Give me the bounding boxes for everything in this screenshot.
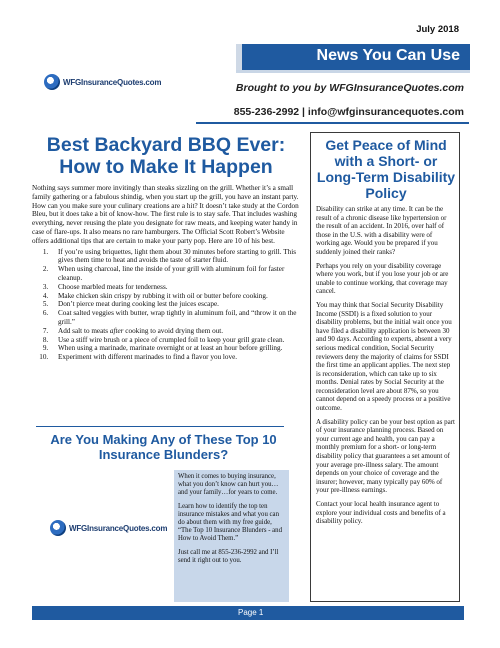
banner-title: News You Can Use (316, 47, 460, 64)
list-item: 1. If you’re using briquettes, light them about 30 minutes before starting to grill. This gives them time to heat and avoids the taste of starter fluid. (50, 248, 300, 266)
header-divider (196, 122, 469, 124)
brought-by-line: Brought to you by WFGInsuranceQuotes.com (235, 82, 464, 94)
banner-accent-strip (236, 70, 470, 73)
list-item: 9. When using a marinade, marinate overnight or at least an hour before grilling. (50, 344, 300, 353)
disability-sidebar (310, 132, 460, 602)
disability-paragraph: You may think that Social Security Disability Income (SSDI) is a fixed solution to your disability problems, but the initial wait once you have filed a disability application is between 30 and 90 days. According to experts, absent a very serious medical condition, Social Security reviewers deny the majority of claims for SSDI the first time an applicant applies. The next step is reconsideration, which can take up to six months. Denial rates by Social Security at the reconsideration level are about 87%, so you cannot depend on a speedy process or a positive outcome. (316, 300, 452, 413)
contact-line: 855-236-2992 | info@wfginsurancequotes.com (233, 106, 464, 118)
blunders-paragraph: Just call me at 855-236-2992 and I’ll send it right out to you. (178, 548, 279, 564)
list-item: 8. Use a stiff wire brush or a piece of crumpled foil to keep your grill grate clean. (50, 336, 300, 345)
disability-paragraph: Disability can strike at any time. It can be the result of a chronic disease like hypertension or the result of an accident. In 2016, over half of those in the U.S. with a disability were of working age. Would you be prepared if you suddenly joined their ranks? (316, 205, 447, 256)
bbq-tips-list (32, 248, 300, 362)
disability-paragraph: A disability policy can be your best option as part of your insurance planning process. Based on your current age and health, you can pay a monthly premium for a short- or long-term disability policy that guarantees a set amount of your average pre-illness salary. The amount depends on your choice of coverage and the insurer; however, many typically pay 60% of your pre-illness earnings. (316, 417, 456, 495)
globe-logo-icon (44, 74, 60, 90)
list-item: 2. When using charcoal, line the inside of your grill with aluminum foil for faster cleanup. (50, 265, 300, 283)
list-item: 5. Don’t pierce meat during cooking lest the juices escape. (50, 300, 300, 309)
newsletter-banner (236, 44, 470, 70)
list-item: 3. Choose marbled meats for tenderness. (50, 283, 300, 292)
blunders-callout (174, 470, 289, 602)
disability-paragraph: Perhaps you rely on your disability coverage where you work, but if you lose your job or are unable to continue working, that coverage may cancel. (316, 261, 449, 296)
bbq-article-intro: Nothing says summer more invitingly than steaks sizzling on the grill. Whether it’s a small family gathering or a fabulous shindig, when you start up the grill, you have an instant party. How can you make sure your culinary creations are a hit? It doesn’t take study at the Cordon Bleu, but it does take a bit of know-how. The first rule is to stay safe. That includes washing everything, never reusing the plate you designate for raw meats, and keeping water handy in case of flare-ups. It also means no rare hamburgers. The Official Scott Robert’s Website offers additional tips that are certain to make your party pop. Here are 10 of his best. (32, 184, 299, 245)
blunders-paragraph: Learn how to identify the top ten insurance mistakes and what you can do about them with my free guide, “The Top 10 Insurance Blunders - and How to Avoid Them.” (178, 502, 282, 543)
bbq-article-title: Best Backyard BBQ Ever: How to Make It Happen (46, 134, 286, 178)
list-item: 7. Add salt to meats after cooking to avoid drying them out. (50, 327, 300, 336)
page-footer (32, 606, 464, 620)
company-logo (50, 520, 167, 536)
page-number: Page 1 (238, 608, 264, 617)
globe-logo-icon (50, 520, 66, 536)
bbq-article (32, 130, 300, 362)
disability-paragraph: Contact your local health insurance agent to explore your individual costs and benefits of a disability policy. (316, 500, 446, 526)
section-divider (36, 426, 284, 427)
logo-text: WFGInsuranceQuotes.com (69, 523, 168, 533)
logo-text: WFGInsuranceQuotes.com (63, 77, 162, 87)
list-item: 6. Coat salted veggies with butter, wrap tightly in aluminum foil, and “throw it on the grill.” (50, 309, 300, 327)
list-item: 10. Experiment with different marinades to find a flavor you love. (50, 353, 300, 362)
blunders-paragraph: When it comes to buying insurance, what you don’t know can hurt you… and your family…for years to come. (178, 473, 279, 497)
disability-title: Get Peace of Mind with a Short- or Long-Term Disability Policy (316, 137, 456, 201)
company-logo (44, 74, 161, 90)
issue-date: July 2018 (416, 24, 459, 35)
list-item: 4. Make chicken skin crispy by rubbing it with oil or butter before cooking. (50, 292, 300, 301)
blunders-title: Are You Making Any of These Top 10 Insurance Blunders? (50, 432, 277, 462)
